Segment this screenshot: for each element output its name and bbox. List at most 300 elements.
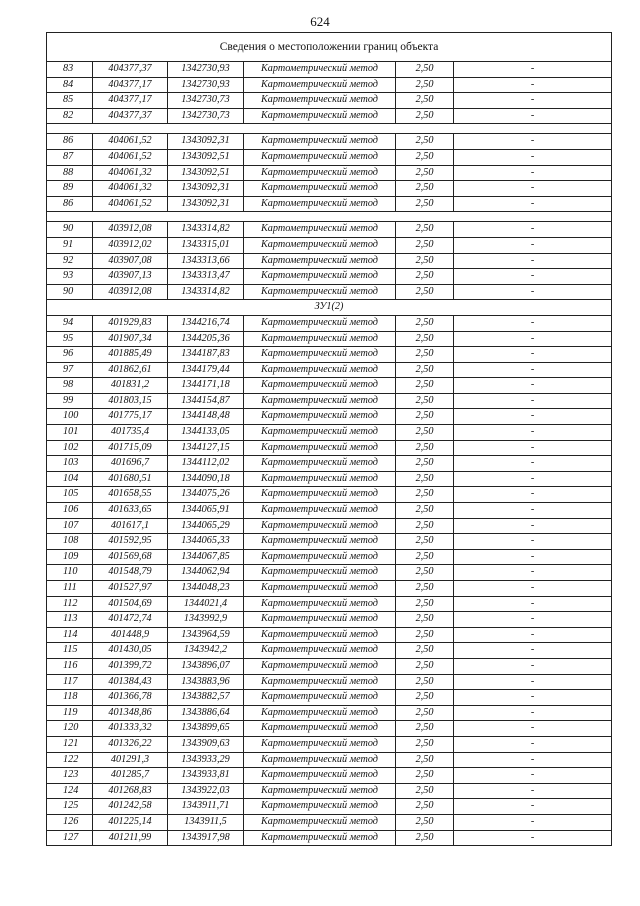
y-coordinate-cell: 1343933,81 xyxy=(168,768,244,784)
point-number-cell: 97 xyxy=(47,362,93,378)
method-cell: Картометрический метод xyxy=(244,62,396,78)
method-cell: Картометрический метод xyxy=(244,596,396,612)
point-number-cell: 87 xyxy=(47,149,93,165)
table-row xyxy=(47,253,612,269)
description-cell: - xyxy=(454,627,612,643)
x-coordinate-cell: 404061,52 xyxy=(93,134,168,150)
y-coordinate-cell: 1344154,87 xyxy=(168,393,244,409)
description-cell: - xyxy=(454,108,612,124)
y-coordinate-cell: 1343092,31 xyxy=(168,196,244,212)
y-coordinate-cell: 1344171,18 xyxy=(168,378,244,394)
y-coordinate-cell: 1344065,33 xyxy=(168,534,244,550)
method-cell: Картометрический метод xyxy=(244,799,396,815)
method-cell: Картометрический метод xyxy=(244,456,396,472)
point-number-cell: 114 xyxy=(47,627,93,643)
x-coordinate-cell: 401831,2 xyxy=(93,378,168,394)
y-coordinate-cell: 1342730,93 xyxy=(168,77,244,93)
point-number-cell: 104 xyxy=(47,471,93,487)
table-row xyxy=(47,627,612,643)
description-cell: - xyxy=(454,181,612,197)
method-cell: Картометрический метод xyxy=(244,362,396,378)
point-number-cell: 100 xyxy=(47,409,93,425)
accuracy-cell: 2,50 xyxy=(396,62,454,78)
y-coordinate-cell: 1343992,9 xyxy=(168,612,244,628)
accuracy-cell: 2,50 xyxy=(396,253,454,269)
point-number-cell: 86 xyxy=(47,196,93,212)
table-row xyxy=(47,643,612,659)
description-cell: - xyxy=(454,134,612,150)
method-cell: Картометрический метод xyxy=(244,77,396,93)
y-coordinate-cell: 1343911,5 xyxy=(168,814,244,830)
description-cell: - xyxy=(454,736,612,752)
table-row xyxy=(47,440,612,456)
y-coordinate-cell: 1344065,29 xyxy=(168,518,244,534)
accuracy-cell: 2,50 xyxy=(396,331,454,347)
y-coordinate-cell: 1344021,4 xyxy=(168,596,244,612)
description-cell: - xyxy=(454,830,612,846)
x-coordinate-cell: 404061,52 xyxy=(93,149,168,165)
y-coordinate-cell: 1343092,31 xyxy=(168,134,244,150)
table-row xyxy=(47,347,612,363)
point-number-cell: 124 xyxy=(47,783,93,799)
y-coordinate-cell: 1344112,02 xyxy=(168,456,244,472)
table-row xyxy=(47,503,612,519)
x-coordinate-cell: 401658,55 xyxy=(93,487,168,503)
description-cell: - xyxy=(454,581,612,597)
x-coordinate-cell: 401504,69 xyxy=(93,596,168,612)
description-cell: - xyxy=(454,721,612,737)
y-coordinate-cell: 1344127,15 xyxy=(168,440,244,456)
accuracy-cell: 2,50 xyxy=(396,409,454,425)
accuracy-cell: 2,50 xyxy=(396,814,454,830)
method-cell: Картометрический метод xyxy=(244,736,396,752)
table-row xyxy=(47,315,612,331)
description-cell: - xyxy=(454,534,612,550)
description-cell: - xyxy=(454,440,612,456)
table-row xyxy=(47,409,612,425)
x-coordinate-cell: 404377,37 xyxy=(93,62,168,78)
x-coordinate-cell: 401472,74 xyxy=(93,612,168,628)
accuracy-cell: 2,50 xyxy=(396,315,454,331)
point-number-cell: 90 xyxy=(47,222,93,238)
table-row xyxy=(47,736,612,752)
accuracy-cell: 2,50 xyxy=(396,658,454,674)
point-number-cell: 111 xyxy=(47,581,93,597)
accuracy-cell: 2,50 xyxy=(396,393,454,409)
accuracy-cell: 2,50 xyxy=(396,456,454,472)
description-cell: - xyxy=(454,237,612,253)
description-cell: - xyxy=(454,487,612,503)
point-number-cell: 108 xyxy=(47,534,93,550)
description-cell: - xyxy=(454,503,612,519)
table-row xyxy=(47,674,612,690)
table-row xyxy=(47,690,612,706)
x-coordinate-cell: 404061,32 xyxy=(93,181,168,197)
table-row xyxy=(47,705,612,721)
y-coordinate-cell: 1343883,96 xyxy=(168,674,244,690)
y-coordinate-cell: 1344067,85 xyxy=(168,549,244,565)
accuracy-cell: 2,50 xyxy=(396,768,454,784)
accuracy-cell: 2,50 xyxy=(396,222,454,238)
point-number-cell: 90 xyxy=(47,284,93,300)
point-number-cell: 103 xyxy=(47,456,93,472)
table-row xyxy=(47,425,612,441)
table-row xyxy=(47,581,612,597)
method-cell: Картометрический метод xyxy=(244,253,396,269)
accuracy-cell: 2,50 xyxy=(396,518,454,534)
x-coordinate-cell: 401268,83 xyxy=(93,783,168,799)
x-coordinate-cell: 401333,32 xyxy=(93,721,168,737)
description-cell: - xyxy=(454,196,612,212)
description-cell: - xyxy=(454,149,612,165)
method-cell: Картометрический метод xyxy=(244,393,396,409)
x-coordinate-cell: 404377,17 xyxy=(93,93,168,109)
section-label: ЗУ1(2) xyxy=(47,300,612,316)
accuracy-cell: 2,50 xyxy=(396,690,454,706)
accuracy-cell: 2,50 xyxy=(396,425,454,441)
separator-cell xyxy=(47,212,612,222)
section-row xyxy=(47,300,612,316)
y-coordinate-cell: 1344048,23 xyxy=(168,581,244,597)
table-body xyxy=(47,33,612,846)
x-coordinate-cell: 401569,68 xyxy=(93,549,168,565)
x-coordinate-cell: 401548,79 xyxy=(93,565,168,581)
method-cell: Картометрический метод xyxy=(244,783,396,799)
y-coordinate-cell: 1343313,47 xyxy=(168,269,244,285)
table-row xyxy=(47,658,612,674)
method-cell: Картометрический метод xyxy=(244,409,396,425)
method-cell: Картометрический метод xyxy=(244,534,396,550)
x-coordinate-cell: 404377,37 xyxy=(93,108,168,124)
y-coordinate-cell: 1343917,98 xyxy=(168,830,244,846)
method-cell: Картометрический метод xyxy=(244,705,396,721)
description-cell: - xyxy=(454,674,612,690)
accuracy-cell: 2,50 xyxy=(396,149,454,165)
description-cell: - xyxy=(454,331,612,347)
x-coordinate-cell: 401348,86 xyxy=(93,705,168,721)
method-cell: Картометрический метод xyxy=(244,768,396,784)
accuracy-cell: 2,50 xyxy=(396,721,454,737)
description-cell: - xyxy=(454,814,612,830)
table-row xyxy=(47,752,612,768)
table-title-row xyxy=(47,33,612,62)
method-cell: Картометрический метод xyxy=(244,612,396,628)
description-cell: - xyxy=(454,783,612,799)
accuracy-cell: 2,50 xyxy=(396,165,454,181)
y-coordinate-cell: 1343314,82 xyxy=(168,222,244,238)
page-number: 624 xyxy=(310,14,330,29)
method-cell: Картометрический метод xyxy=(244,503,396,519)
accuracy-cell: 2,50 xyxy=(396,196,454,212)
table-row xyxy=(47,596,612,612)
method-cell: Картометрический метод xyxy=(244,721,396,737)
accuracy-cell: 2,50 xyxy=(396,378,454,394)
point-number-cell: 94 xyxy=(47,315,93,331)
table-row xyxy=(47,393,612,409)
description-cell: - xyxy=(454,565,612,581)
accuracy-cell: 2,50 xyxy=(396,237,454,253)
y-coordinate-cell: 1343896,07 xyxy=(168,658,244,674)
table-row xyxy=(47,108,612,124)
point-number-cell: 82 xyxy=(47,108,93,124)
accuracy-cell: 2,50 xyxy=(396,581,454,597)
x-coordinate-cell: 401907,34 xyxy=(93,331,168,347)
y-coordinate-cell: 1343942,2 xyxy=(168,643,244,659)
x-coordinate-cell: 401242,58 xyxy=(93,799,168,815)
y-coordinate-cell: 1344065,91 xyxy=(168,503,244,519)
description-cell: - xyxy=(454,347,612,363)
y-coordinate-cell: 1343092,51 xyxy=(168,165,244,181)
x-coordinate-cell: 401225,14 xyxy=(93,814,168,830)
point-number-cell: 95 xyxy=(47,331,93,347)
method-cell: Картометрический метод xyxy=(244,518,396,534)
description-cell: - xyxy=(454,456,612,472)
point-number-cell: 122 xyxy=(47,752,93,768)
x-coordinate-cell: 404061,32 xyxy=(93,165,168,181)
table-row xyxy=(47,62,612,78)
method-cell: Картометрический метод xyxy=(244,284,396,300)
point-number-cell: 123 xyxy=(47,768,93,784)
y-coordinate-cell: 1343315,01 xyxy=(168,237,244,253)
table-row xyxy=(47,269,612,285)
description-cell: - xyxy=(454,768,612,784)
table-row xyxy=(47,331,612,347)
table-row xyxy=(47,830,612,846)
y-coordinate-cell: 1344205,36 xyxy=(168,331,244,347)
separator-row xyxy=(47,124,612,134)
point-number-cell: 91 xyxy=(47,237,93,253)
point-number-cell: 98 xyxy=(47,378,93,394)
x-coordinate-cell: 401527,97 xyxy=(93,581,168,597)
method-cell: Картометрический метод xyxy=(244,549,396,565)
y-coordinate-cell: 1343886,64 xyxy=(168,705,244,721)
table-row xyxy=(47,362,612,378)
point-number-cell: 88 xyxy=(47,165,93,181)
y-coordinate-cell: 1343922,03 xyxy=(168,783,244,799)
y-coordinate-cell: 1344187,83 xyxy=(168,347,244,363)
point-number-cell: 127 xyxy=(47,830,93,846)
point-number-cell: 93 xyxy=(47,269,93,285)
y-coordinate-cell: 1343092,31 xyxy=(168,181,244,197)
y-coordinate-cell: 1344062,94 xyxy=(168,565,244,581)
y-coordinate-cell: 1342730,93 xyxy=(168,62,244,78)
accuracy-cell: 2,50 xyxy=(396,674,454,690)
description-cell: - xyxy=(454,799,612,815)
y-coordinate-cell: 1342730,73 xyxy=(168,108,244,124)
x-coordinate-cell: 401448,9 xyxy=(93,627,168,643)
y-coordinate-cell: 1343899,65 xyxy=(168,721,244,737)
method-cell: Картометрический метод xyxy=(244,752,396,768)
description-cell: - xyxy=(454,643,612,659)
point-number-cell: 86 xyxy=(47,134,93,150)
point-number-cell: 119 xyxy=(47,705,93,721)
accuracy-cell: 2,50 xyxy=(396,93,454,109)
x-coordinate-cell: 403907,08 xyxy=(93,253,168,269)
table-row xyxy=(47,721,612,737)
table-row xyxy=(47,814,612,830)
table-row xyxy=(47,181,612,197)
accuracy-cell: 2,50 xyxy=(396,534,454,550)
separator-cell xyxy=(47,124,612,134)
description-cell: - xyxy=(454,284,612,300)
x-coordinate-cell: 401285,7 xyxy=(93,768,168,784)
x-coordinate-cell: 401715,09 xyxy=(93,440,168,456)
method-cell: Картометрический метод xyxy=(244,149,396,165)
accuracy-cell: 2,50 xyxy=(396,549,454,565)
y-coordinate-cell: 1344216,74 xyxy=(168,315,244,331)
accuracy-cell: 2,50 xyxy=(396,643,454,659)
table-row xyxy=(47,534,612,550)
x-coordinate-cell: 401592,95 xyxy=(93,534,168,550)
x-coordinate-cell: 401929,83 xyxy=(93,315,168,331)
point-number-cell: 92 xyxy=(47,253,93,269)
x-coordinate-cell: 401291,3 xyxy=(93,752,168,768)
point-number-cell: 120 xyxy=(47,721,93,737)
y-coordinate-cell: 1344133,05 xyxy=(168,425,244,441)
point-number-cell: 102 xyxy=(47,440,93,456)
table-row xyxy=(47,612,612,628)
x-coordinate-cell: 401211,99 xyxy=(93,830,168,846)
x-coordinate-cell: 401862,61 xyxy=(93,362,168,378)
table-row xyxy=(47,93,612,109)
method-cell: Картометрический метод xyxy=(244,643,396,659)
x-coordinate-cell: 403912,02 xyxy=(93,237,168,253)
method-cell: Картометрический метод xyxy=(244,627,396,643)
y-coordinate-cell: 1344075,26 xyxy=(168,487,244,503)
x-coordinate-cell: 401735,4 xyxy=(93,425,168,441)
method-cell: Картометрический метод xyxy=(244,440,396,456)
x-coordinate-cell: 403912,08 xyxy=(93,284,168,300)
separator-row xyxy=(47,212,612,222)
point-number-cell: 117 xyxy=(47,674,93,690)
x-coordinate-cell: 401775,17 xyxy=(93,409,168,425)
table-row xyxy=(47,456,612,472)
x-coordinate-cell: 401326,22 xyxy=(93,736,168,752)
point-number-cell: 89 xyxy=(47,181,93,197)
point-number-cell: 112 xyxy=(47,596,93,612)
description-cell: - xyxy=(454,409,612,425)
description-cell: - xyxy=(454,705,612,721)
description-cell: - xyxy=(454,93,612,109)
method-cell: Картометрический метод xyxy=(244,581,396,597)
point-number-cell: 84 xyxy=(47,77,93,93)
y-coordinate-cell: 1343933,29 xyxy=(168,752,244,768)
method-cell: Картометрический метод xyxy=(244,196,396,212)
table-row xyxy=(47,518,612,534)
method-cell: Картометрический метод xyxy=(244,93,396,109)
table-row xyxy=(47,165,612,181)
method-cell: Картометрический метод xyxy=(244,471,396,487)
method-cell: Картометрический метод xyxy=(244,565,396,581)
method-cell: Картометрический метод xyxy=(244,830,396,846)
method-cell: Картометрический метод xyxy=(244,425,396,441)
description-cell: - xyxy=(454,62,612,78)
table-row xyxy=(47,471,612,487)
point-number-cell: 126 xyxy=(47,814,93,830)
table-row xyxy=(47,378,612,394)
description-cell: - xyxy=(454,518,612,534)
accuracy-cell: 2,50 xyxy=(396,284,454,300)
description-cell: - xyxy=(454,549,612,565)
table-row xyxy=(47,134,612,150)
point-number-cell: 118 xyxy=(47,690,93,706)
point-number-cell: 101 xyxy=(47,425,93,441)
accuracy-cell: 2,50 xyxy=(396,612,454,628)
table-row xyxy=(47,799,612,815)
y-coordinate-cell: 1344148,48 xyxy=(168,409,244,425)
x-coordinate-cell: 401430,05 xyxy=(93,643,168,659)
description-cell: - xyxy=(454,752,612,768)
method-cell: Картометрический метод xyxy=(244,108,396,124)
method-cell: Картометрический метод xyxy=(244,674,396,690)
point-number-cell: 99 xyxy=(47,393,93,409)
point-number-cell: 105 xyxy=(47,487,93,503)
accuracy-cell: 2,50 xyxy=(396,752,454,768)
method-cell: Картометрический метод xyxy=(244,690,396,706)
method-cell: Картометрический метод xyxy=(244,487,396,503)
method-cell: Картометрический метод xyxy=(244,658,396,674)
accuracy-cell: 2,50 xyxy=(396,347,454,363)
description-cell: - xyxy=(454,269,612,285)
accuracy-cell: 2,50 xyxy=(396,440,454,456)
description-cell: - xyxy=(454,77,612,93)
method-cell: Картометрический метод xyxy=(244,181,396,197)
accuracy-cell: 2,50 xyxy=(396,269,454,285)
point-number-cell: 83 xyxy=(47,62,93,78)
x-coordinate-cell: 404377,17 xyxy=(93,77,168,93)
boundary-table xyxy=(46,32,612,846)
description-cell: - xyxy=(454,253,612,269)
point-number-cell: 110 xyxy=(47,565,93,581)
y-coordinate-cell: 1343964,59 xyxy=(168,627,244,643)
accuracy-cell: 2,50 xyxy=(396,134,454,150)
point-number-cell: 116 xyxy=(47,658,93,674)
table-row xyxy=(47,565,612,581)
x-coordinate-cell: 401680,51 xyxy=(93,471,168,487)
point-number-cell: 121 xyxy=(47,736,93,752)
x-coordinate-cell: 404061,52 xyxy=(93,196,168,212)
y-coordinate-cell: 1342730,73 xyxy=(168,93,244,109)
y-coordinate-cell: 1343092,51 xyxy=(168,149,244,165)
point-number-cell: 125 xyxy=(47,799,93,815)
accuracy-cell: 2,50 xyxy=(396,736,454,752)
accuracy-cell: 2,50 xyxy=(396,783,454,799)
x-coordinate-cell: 403912,08 xyxy=(93,222,168,238)
x-coordinate-cell: 401885,49 xyxy=(93,347,168,363)
x-coordinate-cell: 401384,43 xyxy=(93,674,168,690)
x-coordinate-cell: 401617,1 xyxy=(93,518,168,534)
method-cell: Картометрический метод xyxy=(244,331,396,347)
y-coordinate-cell: 1343882,57 xyxy=(168,690,244,706)
point-number-cell: 109 xyxy=(47,549,93,565)
point-number-cell: 85 xyxy=(47,93,93,109)
table-row xyxy=(47,549,612,565)
description-cell: - xyxy=(454,596,612,612)
accuracy-cell: 2,50 xyxy=(396,487,454,503)
description-cell: - xyxy=(454,690,612,706)
accuracy-cell: 2,50 xyxy=(396,77,454,93)
method-cell: Картометрический метод xyxy=(244,165,396,181)
description-cell: - xyxy=(454,362,612,378)
y-coordinate-cell: 1344090,18 xyxy=(168,471,244,487)
table-row xyxy=(47,783,612,799)
method-cell: Картометрический метод xyxy=(244,378,396,394)
accuracy-cell: 2,50 xyxy=(396,565,454,581)
method-cell: Картометрический метод xyxy=(244,347,396,363)
point-number-cell: 115 xyxy=(47,643,93,659)
description-cell: - xyxy=(454,471,612,487)
accuracy-cell: 2,50 xyxy=(396,596,454,612)
